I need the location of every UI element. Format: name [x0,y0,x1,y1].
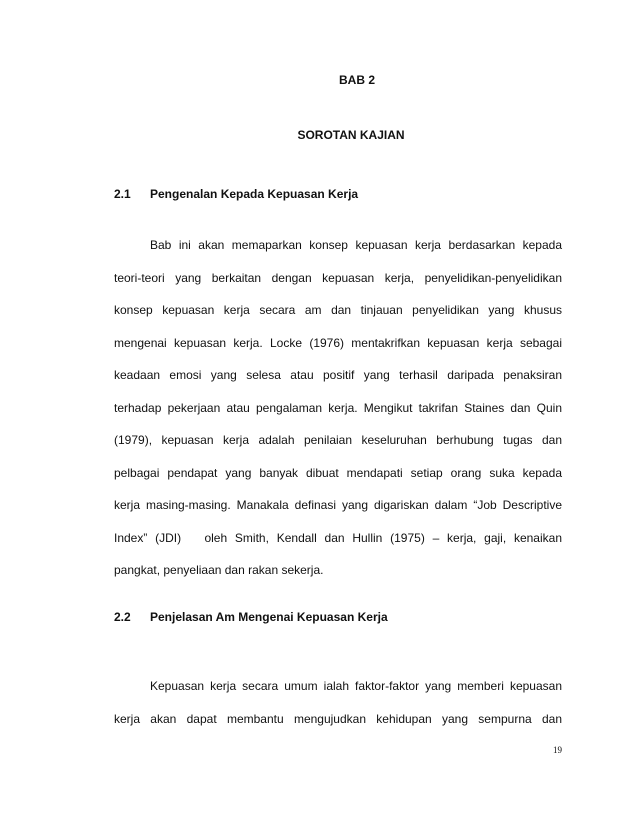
section-2-2-paragraph [114,670,562,735]
paragraph-line: kerja masing-masing. Manakala definasi yang digariskan dalam “Job Descriptive [114,498,562,512]
paragraph-line: kerja akan dapat membantu mengujudkan kehidupan yang sempurna dan [114,711,562,726]
paragraph-line: (1979), kepuasan kerja adalah penilaian keseluruhan berhubung tugas dan [114,433,562,447]
section-number: 2.1 [114,187,131,201]
section-2-1-paragraph [114,229,562,587]
paragraph-line: teori-teori yang berkaitan dengan kepuasan kerja, penyelidikan-penyelidikan [114,270,562,285]
paragraph-line: Bab ini akan memaparkan konsep kepuasan kerja berdasarkan kepada [150,238,562,252]
paragraph-line: Kepuasan kerja secara umum ialah faktor-faktor yang memberi kepuasan [150,679,562,693]
paragraph-line: Index” (JDI) oleh Smith, Kendall dan Hullin (1975) – kerja, gaji, kenaikan [114,530,562,545]
paragraph-line: pangkat, penyeliaan dan rakan sekerja. [114,563,324,577]
paragraph-line: keadaan emosi yang selesa atau positif yang terhasil daripada penaksiran [114,368,562,382]
section-title: Pengenalan Kepada Kepuasan Kerja [150,187,359,201]
section-number: 2.2 [114,610,131,624]
section-heading-2-2 [114,610,388,624]
section-heading-2-1 [114,187,358,201]
paragraph-line: terhadap pekerjaan atau pengalaman kerja. Mengikut takrifan Staines dan Quin [114,400,562,415]
page-number: 19 [553,745,562,755]
chapter-label: BAB 2 [338,73,375,87]
paragraph-line: konsep kepuasan kerja secara am dan tinjauan penyelidikan yang khusus [114,303,562,317]
paragraph-line: mengenai kepuasan kerja. Locke (1976) mentakrifkan kepuasan kerja sebagai [114,335,562,350]
chapter-title: SOROTAN KAJIAN [297,128,405,142]
paragraph-line: pelbagai pendapat yang banyak dibuat mendapati setiap orang suka kepada [114,465,562,480]
section-title: Penjelasan Am Mengenai Kepuasan Kerja [150,610,388,624]
